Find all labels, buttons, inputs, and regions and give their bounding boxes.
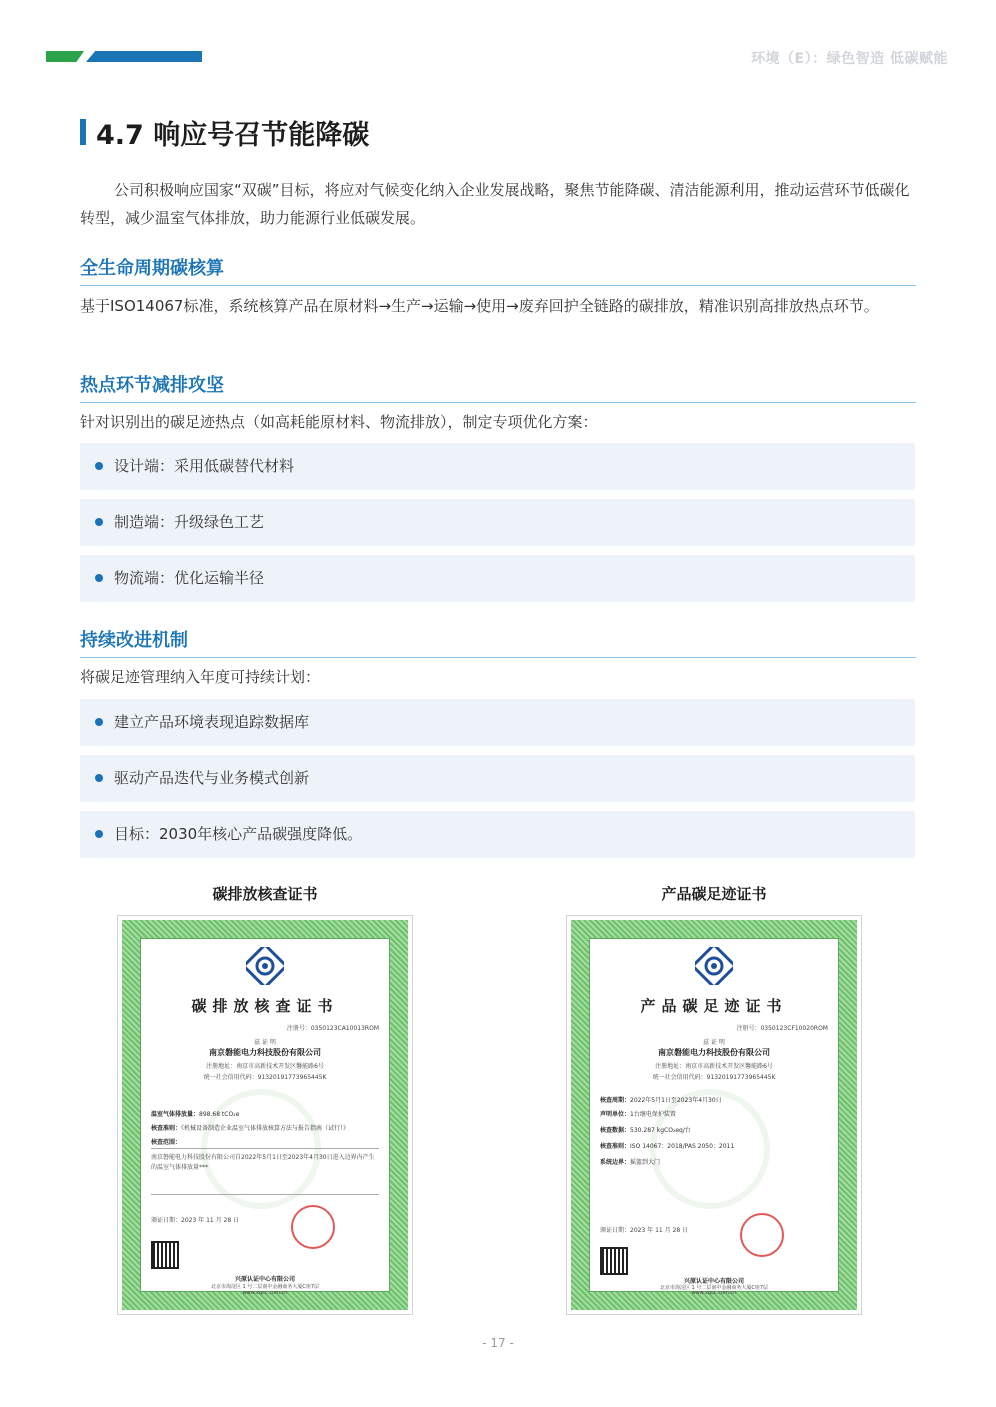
bullet-text: 驱动产品迭代与业务模式创新: [114, 769, 310, 787]
certificate-address: 注册地址：南京市高新技术开发区馨能路6号: [206, 1063, 324, 1070]
certificate-caption-carbon-emission: 碳排放核查证书: [212, 885, 318, 903]
section-title: 热点环节减排攻坚: [80, 375, 224, 396]
certificate-date: 颁证日期：2023 年 11 月 28 日: [600, 1227, 689, 1234]
certificate-address: 注册地址：南京市高新技术开发区馨能路6号: [655, 1063, 773, 1070]
divider: [151, 1194, 379, 1195]
certificate-field: 核查准则：ISO 14067：2018/PAS 2050：2011: [600, 1143, 735, 1150]
certificate-credit-code: 统一社会信用代码：91320191773965445K: [652, 1074, 776, 1081]
certification-logo-icon: [246, 947, 284, 985]
divider: [151, 1148, 379, 1149]
certificate-issuer: 兴原认证中心有限公司: [683, 1278, 744, 1285]
certificate-carbon-emission: [117, 915, 413, 1315]
section-text-hotspot: 针对识别出的碳足迹热点（如高耗能原材料、物流排放），制定专项优化方案：: [80, 413, 598, 431]
bullet-item: [80, 443, 915, 490]
section-heading-hotspot: [80, 373, 916, 403]
bullet-item: [80, 499, 915, 546]
certificate-credit-code: 统一社会信用代码：91320191773965445K: [203, 1074, 327, 1081]
title-marker: [80, 119, 86, 145]
page-number: - 17 -: [482, 1336, 514, 1350]
bullet-item: [80, 555, 915, 602]
certificate-title: 产品碳足迹证书: [640, 997, 788, 1015]
bullet-dot-icon: [95, 718, 103, 726]
bullet-item: [80, 811, 915, 858]
bullet-text: 制造端：升级绿色工艺: [114, 513, 265, 531]
bullet-dot-icon: [95, 518, 103, 526]
certificate-field: 核查范围：: [151, 1139, 182, 1146]
certificate-company: 南京磐能电力科技股份有限公司: [209, 1048, 321, 1057]
certificate-caption-carbon-footprint: 产品碳足迹证书: [661, 885, 767, 903]
intro-paragraph: 公司积极响应国家“双碳”目标，将应对气候变化纳入企业发展战略，聚焦节能降碳、清洁能源利用，推动运营环节低碳化转型，减少温室气体排放，助力能源行业低碳发展。: [80, 181, 910, 227]
bullet-item: [80, 755, 915, 802]
certificate-reg-no: 注册号：0350123CF10020ROM: [736, 1025, 828, 1032]
certificate-issuer: 兴原认证中心有限公司: [234, 1276, 295, 1283]
certificate-proof: 兹 证 明: [254, 1039, 276, 1046]
certificate-date: 颁证日期：2023 年 11 月 28 日: [151, 1217, 240, 1224]
section-title: 持续改进机制: [80, 630, 188, 651]
bullet-dot-icon: [95, 574, 103, 582]
section-title: 全生命周期碳核算: [80, 258, 224, 279]
qr-code-icon: [151, 1241, 179, 1269]
bullet-dot-icon: [95, 462, 103, 470]
header-section-label: 环境（E）：绿色智造 低碳赋能: [751, 51, 948, 67]
section-heading-improvement: [80, 628, 916, 658]
certificate-field: 核查周期：2022年5月1日至2023年4月30日: [600, 1097, 722, 1104]
header-green-bar: [46, 51, 84, 62]
official-seal-icon: [291, 1205, 335, 1249]
certificate-website: www.xqcc.com.cn: [691, 1290, 737, 1296]
certificate-carbon-footprint: [566, 915, 862, 1315]
certificate-title: 碳排放核查证书: [191, 997, 339, 1015]
certificate-field: 温室气体排放量：898.68 tCO₂e: [151, 1111, 240, 1118]
section-text-lifecycle: 基于ISO14067标准，系统核算产品在原材料→生产→运输→使用→废弃回护全链路的碳排放，精准识别高排放热点环节。: [80, 297, 879, 315]
bullet-text: 目标：2030年核心产品碳强度降低。: [114, 825, 363, 843]
certificate-scope: 南京磐能电力科技股份有限公司自2022年5月1日至2023年4月30日进入边界内产生的温室气体排放量***: [151, 1154, 375, 1171]
section-text-improvement: 将碳足迹管理纳入年度可持续计划：: [80, 668, 321, 686]
certificate-issuer-address: 北京市海淀区 1 号二层南中金融商务大厦C座7层: [659, 1285, 769, 1291]
certificate-field: 声明单位：1台继电保护装置: [600, 1111, 676, 1118]
qr-code-icon: [600, 1247, 628, 1275]
bullet-text: 设计端：采用低碳替代材料: [114, 457, 295, 475]
certificate-field: 系统边界：摇篮到大门: [600, 1159, 661, 1166]
certificate-field: 核查准则：《机械设备制造企业温室气体排放核算方法与报告指南（试行）》: [151, 1125, 350, 1132]
bullet-dot-icon: [95, 830, 103, 838]
bullet-text: 物流端：优化运输半径: [114, 569, 265, 587]
official-seal-icon: [740, 1213, 784, 1257]
header-blue-bar: [86, 51, 202, 62]
certificate-proof: 兹 证 明: [703, 1039, 725, 1046]
certificate-company: 南京磐能电力科技股份有限公司: [658, 1048, 770, 1057]
certificate-website: www.xqcc.com.cn: [242, 1290, 288, 1296]
certificate-body: [589, 938, 839, 1296]
watermark-icon: [201, 1089, 321, 1209]
certification-logo-icon: [695, 947, 733, 985]
certificate-body: [140, 938, 390, 1296]
bullet-dot-icon: [95, 774, 103, 782]
certificate-issuer-address: 北京市海淀区 1 号二层南中金融商务大厦C座7层: [210, 1284, 320, 1290]
certificate-field: 核查数据：530.287 kgCO₂eq/台: [600, 1127, 691, 1134]
bullet-item: [80, 699, 915, 746]
bullet-text: 建立产品环境表现追踪数据库: [114, 713, 310, 731]
page-title: 4.7 响应号召节能降碳: [96, 120, 370, 151]
section-heading-lifecycle: [80, 256, 916, 286]
certificate-reg-no: 注册号：0350123CA10013ROM: [286, 1025, 379, 1032]
